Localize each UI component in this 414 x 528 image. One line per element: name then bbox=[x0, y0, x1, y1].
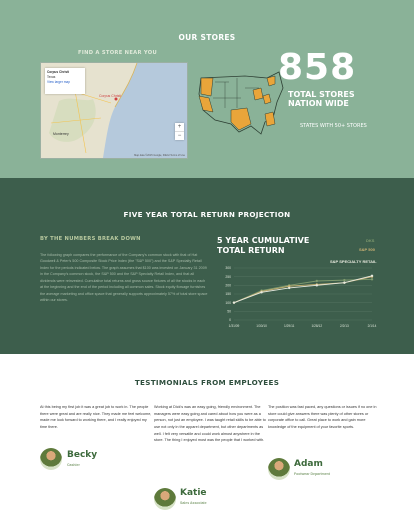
map-zoom-control bbox=[175, 123, 184, 140]
testimonial-quote-1: At this being my first job it was a great job to work in. The people there were great and are really nice. They made me feel welcome, made me look forward to working there, and I really enjoyed my time there. bbox=[40, 405, 152, 429]
testimonial-quote-3: The position was fast paced, any questions or issues if no one in store could give answers there was plenty of other stores or corporate office to call. Great place to work and gain more knowledge of the equipment of your favorite sports. bbox=[268, 405, 377, 429]
testimonial-name-1: Becky bbox=[67, 450, 98, 460]
popup-place-name: Corpus Christi bbox=[47, 70, 70, 74]
states-caption: STATES WITH 50+ STORES bbox=[300, 123, 367, 129]
chart-series-line-0 bbox=[234, 279, 372, 302]
testimonials-title: TESTIMONIALS FROM EMPLOYEES bbox=[134, 378, 280, 387]
testimonial-role-2: Sales Associate bbox=[180, 501, 207, 505]
map-city-label: Corpus Christi bbox=[99, 94, 122, 98]
chart-title bbox=[217, 236, 309, 255]
chart-y-tick-label: 0 bbox=[229, 318, 231, 323]
chart-point-series-2 bbox=[343, 282, 345, 284]
map-attribution: Map data ©2015 Google, INEGI Terms of Use bbox=[134, 154, 185, 157]
view-larger-map-link[interactable]: View larger map bbox=[47, 79, 70, 84]
chart-y-tick-label: 50 bbox=[227, 309, 231, 314]
avatar-adam bbox=[268, 458, 290, 480]
count-caption-line-2: NATION WIDE bbox=[288, 99, 349, 109]
testimonial-role-3: Footwear Department bbox=[294, 472, 330, 476]
chart-y-tick-label: 100 bbox=[225, 300, 231, 305]
zoom-in-button[interactable]: + bbox=[177, 124, 182, 130]
chart-point-series-2 bbox=[316, 284, 318, 286]
avatar-katie bbox=[154, 488, 176, 510]
chart-x-tick-label: 2/2/13 bbox=[339, 324, 349, 328]
chart-x-tick-label: 2/1/14 bbox=[367, 324, 377, 328]
chart-x-tick-label: 1/30/10 bbox=[256, 324, 267, 328]
store-map[interactable] bbox=[40, 62, 188, 159]
return-line-chart bbox=[212, 264, 378, 330]
chart-y-tick-label: 250 bbox=[225, 274, 231, 279]
count-caption bbox=[288, 90, 355, 108]
chart-x-tick-label: 1/31/09 bbox=[228, 324, 240, 328]
chart-y-tick-label: 200 bbox=[225, 283, 231, 288]
zoom-out-button[interactable]: − bbox=[175, 131, 184, 140]
chart-point-series-2 bbox=[288, 287, 290, 289]
breakdown-paragraph: The following graph compares the performance of the Company's common stock with that of Hat Goodwell & Peter's 500 Composite Stock Price Index (the "S&P 500") and the S&P Specialty Retail Index for the periods indicated below. The graph assumes that $100 was invested on January 31 2009 in the Company's common stock, the S&P 500 and the S&P Specialty Retail Index, and that all dividends were reinvested. Cumulative total returns and gross source fixtures of all the stocks in each at the beginning and the end of the period including all common sales. Stock equity flowage furnishes the average marketing and office space that generally supports approximately 57% of total store space within our stores. bbox=[40, 253, 208, 303]
count-caption-line-1: TOTAL STORES bbox=[288, 90, 355, 99]
chart-point-series-0 bbox=[316, 280, 318, 282]
chart-title-line-1: 5 YEAR CUMULATIVE bbox=[217, 236, 310, 245]
total-store-count: 858 bbox=[278, 47, 357, 88]
chart-point-series-0 bbox=[371, 278, 373, 280]
legend-entry-2: S&P SPECIALTY RETAIL bbox=[330, 259, 377, 264]
map-info-popup bbox=[45, 68, 85, 94]
chart-point-series-2 bbox=[260, 291, 262, 293]
chart-x-tick-label: 1/28/12 bbox=[311, 324, 323, 328]
testimonial-name-3: Adam bbox=[294, 459, 323, 469]
testimonial-role-1: Cashier bbox=[67, 463, 80, 467]
chart-title-line-2: TOTAL RETURN bbox=[217, 245, 285, 255]
chart-point-series-2 bbox=[233, 301, 235, 303]
avatar-becky bbox=[40, 448, 62, 470]
legend-entry-0: DKS bbox=[366, 238, 375, 243]
our-stores-section bbox=[0, 0, 414, 178]
our-stores-title: OUR STORES bbox=[178, 33, 236, 42]
testimonial-name-2: Katie bbox=[180, 488, 207, 498]
find-store-title: FIND A STORE NEAR YOU bbox=[78, 50, 157, 56]
breakdown-title: BY THE NUMBERS BREAK DOWN bbox=[40, 236, 141, 242]
chart-x-tick-label: 1/29/11 bbox=[283, 324, 295, 328]
legend-entry-1: S&P 500 bbox=[359, 247, 375, 252]
testimonial-quote-2: Working at Dick's was an easy going, friendly environment. The managers were easy going and cared about how you were as a person, not just an employee. I was taught retail skills to be able to use not only in the apparel department, but other departments as well. I felt very versatile and could work almost anywhere in the store. The thing I enjoyed most was the people that I worked with. bbox=[154, 405, 266, 443]
popup-state: Texas bbox=[47, 74, 56, 79]
map-place-label: Monterrey bbox=[53, 132, 69, 136]
chart-point-series-2 bbox=[371, 275, 373, 277]
chart-point-series-0 bbox=[343, 279, 345, 281]
return-projection-title: FIVE YEAR TOTAL RETURN PROJECTION bbox=[123, 210, 291, 219]
chart-y-tick-label: 300 bbox=[225, 266, 231, 271]
us-states-map bbox=[195, 68, 285, 140]
chart-y-tick-label: 150 bbox=[225, 292, 231, 297]
